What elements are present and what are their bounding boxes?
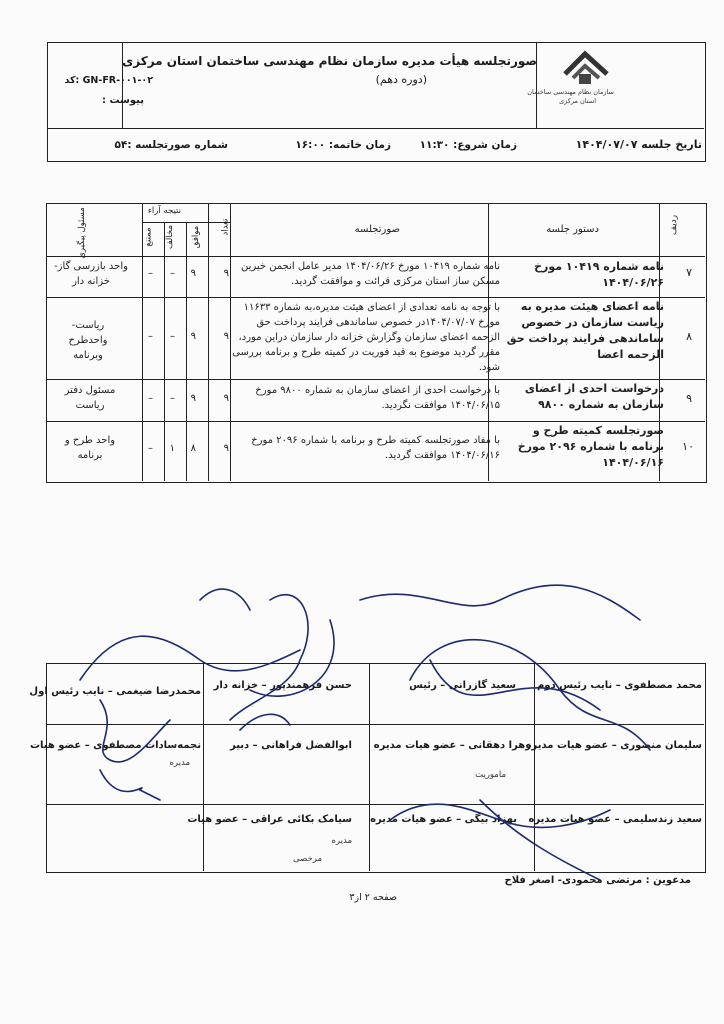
- row-7-minutes: نامه شماره ۱۰۴۱۹ مورخ ۱۴۰۴/۰۶/۲۶ مدیر عامل انجمن خیرین مسکن ساز استان مرکزی قرائت و موافقت گردید.: [240, 261, 500, 287]
- row-8-count: ۹: [223, 331, 229, 342]
- row-10-followup: واحد طرح و برنامه: [64, 435, 116, 461]
- signatory-r2c2-note: ماموریت: [475, 770, 506, 780]
- row-9-agenda: درخواست احدی از اعضای سازمان به شماره ۹۸۰۰: [524, 382, 664, 411]
- row-7-disagree: –: [170, 268, 175, 279]
- signatory-r3c1: سعید زندسلیمی – عضو هیات مدیره: [528, 814, 702, 825]
- signatory-r1c3: حسن فرهمندپور – خزانه دار: [213, 680, 352, 691]
- row-10-number: ۱۰: [682, 440, 694, 453]
- row-7-number: ۷: [686, 266, 692, 279]
- signatory-r3c3-line1: سیامک بکائی عراقی – عضو هیات: [187, 814, 352, 825]
- handwritten-signatures: [0, 560, 724, 890]
- page-number: صفحه ۲ از۳: [349, 892, 397, 903]
- header-disagree: مخالف: [165, 224, 176, 250]
- logo-text-line2: استان مرکزی: [559, 97, 596, 105]
- logo-text-line1: سازمان نظام مهندسی ساختمان: [527, 88, 614, 96]
- row-7-abstain: –: [148, 268, 153, 279]
- row-7-agree: ۹: [190, 268, 196, 279]
- header-agree: موافق: [191, 225, 202, 249]
- header-votes: نتیجه آراء: [147, 206, 181, 216]
- row-8-agree: ۹: [190, 331, 196, 342]
- form-code: کد: GN-FR-۰۰۱-۰۲: [64, 75, 153, 86]
- start-time: زمان شروع: ۱۱:۳۰: [419, 139, 517, 151]
- signatory-r3c3-note: مرخصی: [293, 854, 322, 864]
- invitees: مدعوین : مرتضی محمودی- اصغر فلاح: [504, 875, 691, 886]
- signatory-r2c3: ابوالفضل فراهانی – دبیر: [229, 740, 352, 751]
- header-followup: مسئول پیگیری: [76, 207, 87, 259]
- row-8-disagree: –: [170, 331, 175, 342]
- row-9-minutes: با درخواست احدی از اعضای سازمان به شماره ۹۸۰۰ مورخ ۱۴۰۴/۰۶/۱۵ موافقت نگردید.: [255, 385, 500, 411]
- signatory-r3c3-line2: مدیره: [331, 836, 352, 846]
- header-abstain: ممتنع: [143, 227, 154, 247]
- row-10-agenda: صورتجلسه کمیته طرح و برنامه با شماره ۲۰۹۶ مورخ ۱۴۰۴/۰۶/۱۶: [517, 424, 664, 469]
- signatory-r2c2: زهرا دهقانی – عضو هیات مدیره: [373, 740, 531, 751]
- row-7-agenda: نامه شماره ۱۰۴۱۹ مورخ ۱۴۰۴/۰۶/۲۶: [534, 260, 664, 289]
- row-8-agenda: نامه اعضای هیئت مدیره به ریاست سازمان در خصوص ساماندهی فرایند پرداخت حق الزحمه اعضا: [506, 300, 664, 361]
- header-agenda: دستور جلسه: [546, 224, 599, 235]
- row-8-followup: ریاست-واحدطرح وبرنامه: [68, 320, 108, 361]
- end-time: زمان خاتمه: ۱۶:۰۰: [295, 139, 391, 151]
- session-date: تاریخ جلسه ۱۴۰۴/۰۷/۰۷: [575, 138, 702, 151]
- row-10-abstain: –: [148, 443, 153, 454]
- signatory-r2c1: سلیمان منصوری – عضو هیات مدیره: [525, 740, 702, 751]
- row-9-abstain: –: [148, 393, 153, 404]
- header-minutes: صورتجلسه: [354, 224, 400, 235]
- row-8-abstain: –: [148, 331, 153, 342]
- row-7-count: ۹: [223, 268, 229, 279]
- minutes-number: شماره صورتجلسه :۵۴: [114, 139, 228, 151]
- signatory-r2c4-line1: نجمه‌سادات مصطفوی – عضو هیات: [29, 740, 201, 751]
- header-count: تعداد: [220, 218, 231, 236]
- signatory-r3c2: بهزاد بیگی – عضو هیات مدیره: [370, 814, 517, 825]
- signatory-r1c4: محمدرضا ضیغمی – نایب رئیس اول: [29, 686, 201, 697]
- row-9-number: ۹: [686, 392, 692, 405]
- row-10-disagree: ۱: [169, 443, 175, 454]
- row-10-agree: ۸: [190, 443, 196, 454]
- signatory-r1c2: سعید گازرانی – رئیس: [409, 680, 516, 691]
- row-9-disagree: –: [170, 393, 175, 404]
- row-10-minutes: با مفاد صورتجلسه کمیته طرح و برنامه با شماره ۲۰۹۶ مورخ ۱۴۰۴/۰۶/۱۶ موافقت گردید.: [251, 435, 500, 461]
- signatory-r1c1: محمد مصطفوی – نایب رئیس دوم: [537, 680, 702, 691]
- signatory-r2c4-line2: مدیره: [169, 758, 190, 768]
- row-9-agree: ۹: [190, 393, 196, 404]
- header-row-number: ردیف: [669, 214, 680, 236]
- attachment-label: پیوست :: [101, 95, 144, 106]
- row-9-followup: مسئول دفتر ریاست: [64, 385, 116, 411]
- row-9-count: ۹: [223, 393, 229, 404]
- row-7-followup: واحد بازرسی گاز-خزانه دار: [54, 261, 128, 287]
- term-label: (دوره دهم): [375, 73, 427, 86]
- row-8-minutes: با توجه به نامه تعدادی از اعضای هیئت مدیره،به شماره ۱۱۶۳۳ مورخ ۱۴۰۴/۰۷/۰۷در خصوص ساماندهی فرایند پرداخت حق الزحمه اعضای سازمان وگزارش خزانه دار سازمان دراین مورد، مقرر گردید موضوع به قید فوریت در کمیته طرح و برنامه بررسی شود.: [232, 302, 500, 373]
- row-10-count: ۹: [223, 443, 229, 454]
- document-title: صورتجلسه هیأت مدیره سازمان نظام مهندسی ساختمان استان مرکزی: [122, 54, 537, 68]
- row-8-number: ۸: [686, 330, 692, 343]
